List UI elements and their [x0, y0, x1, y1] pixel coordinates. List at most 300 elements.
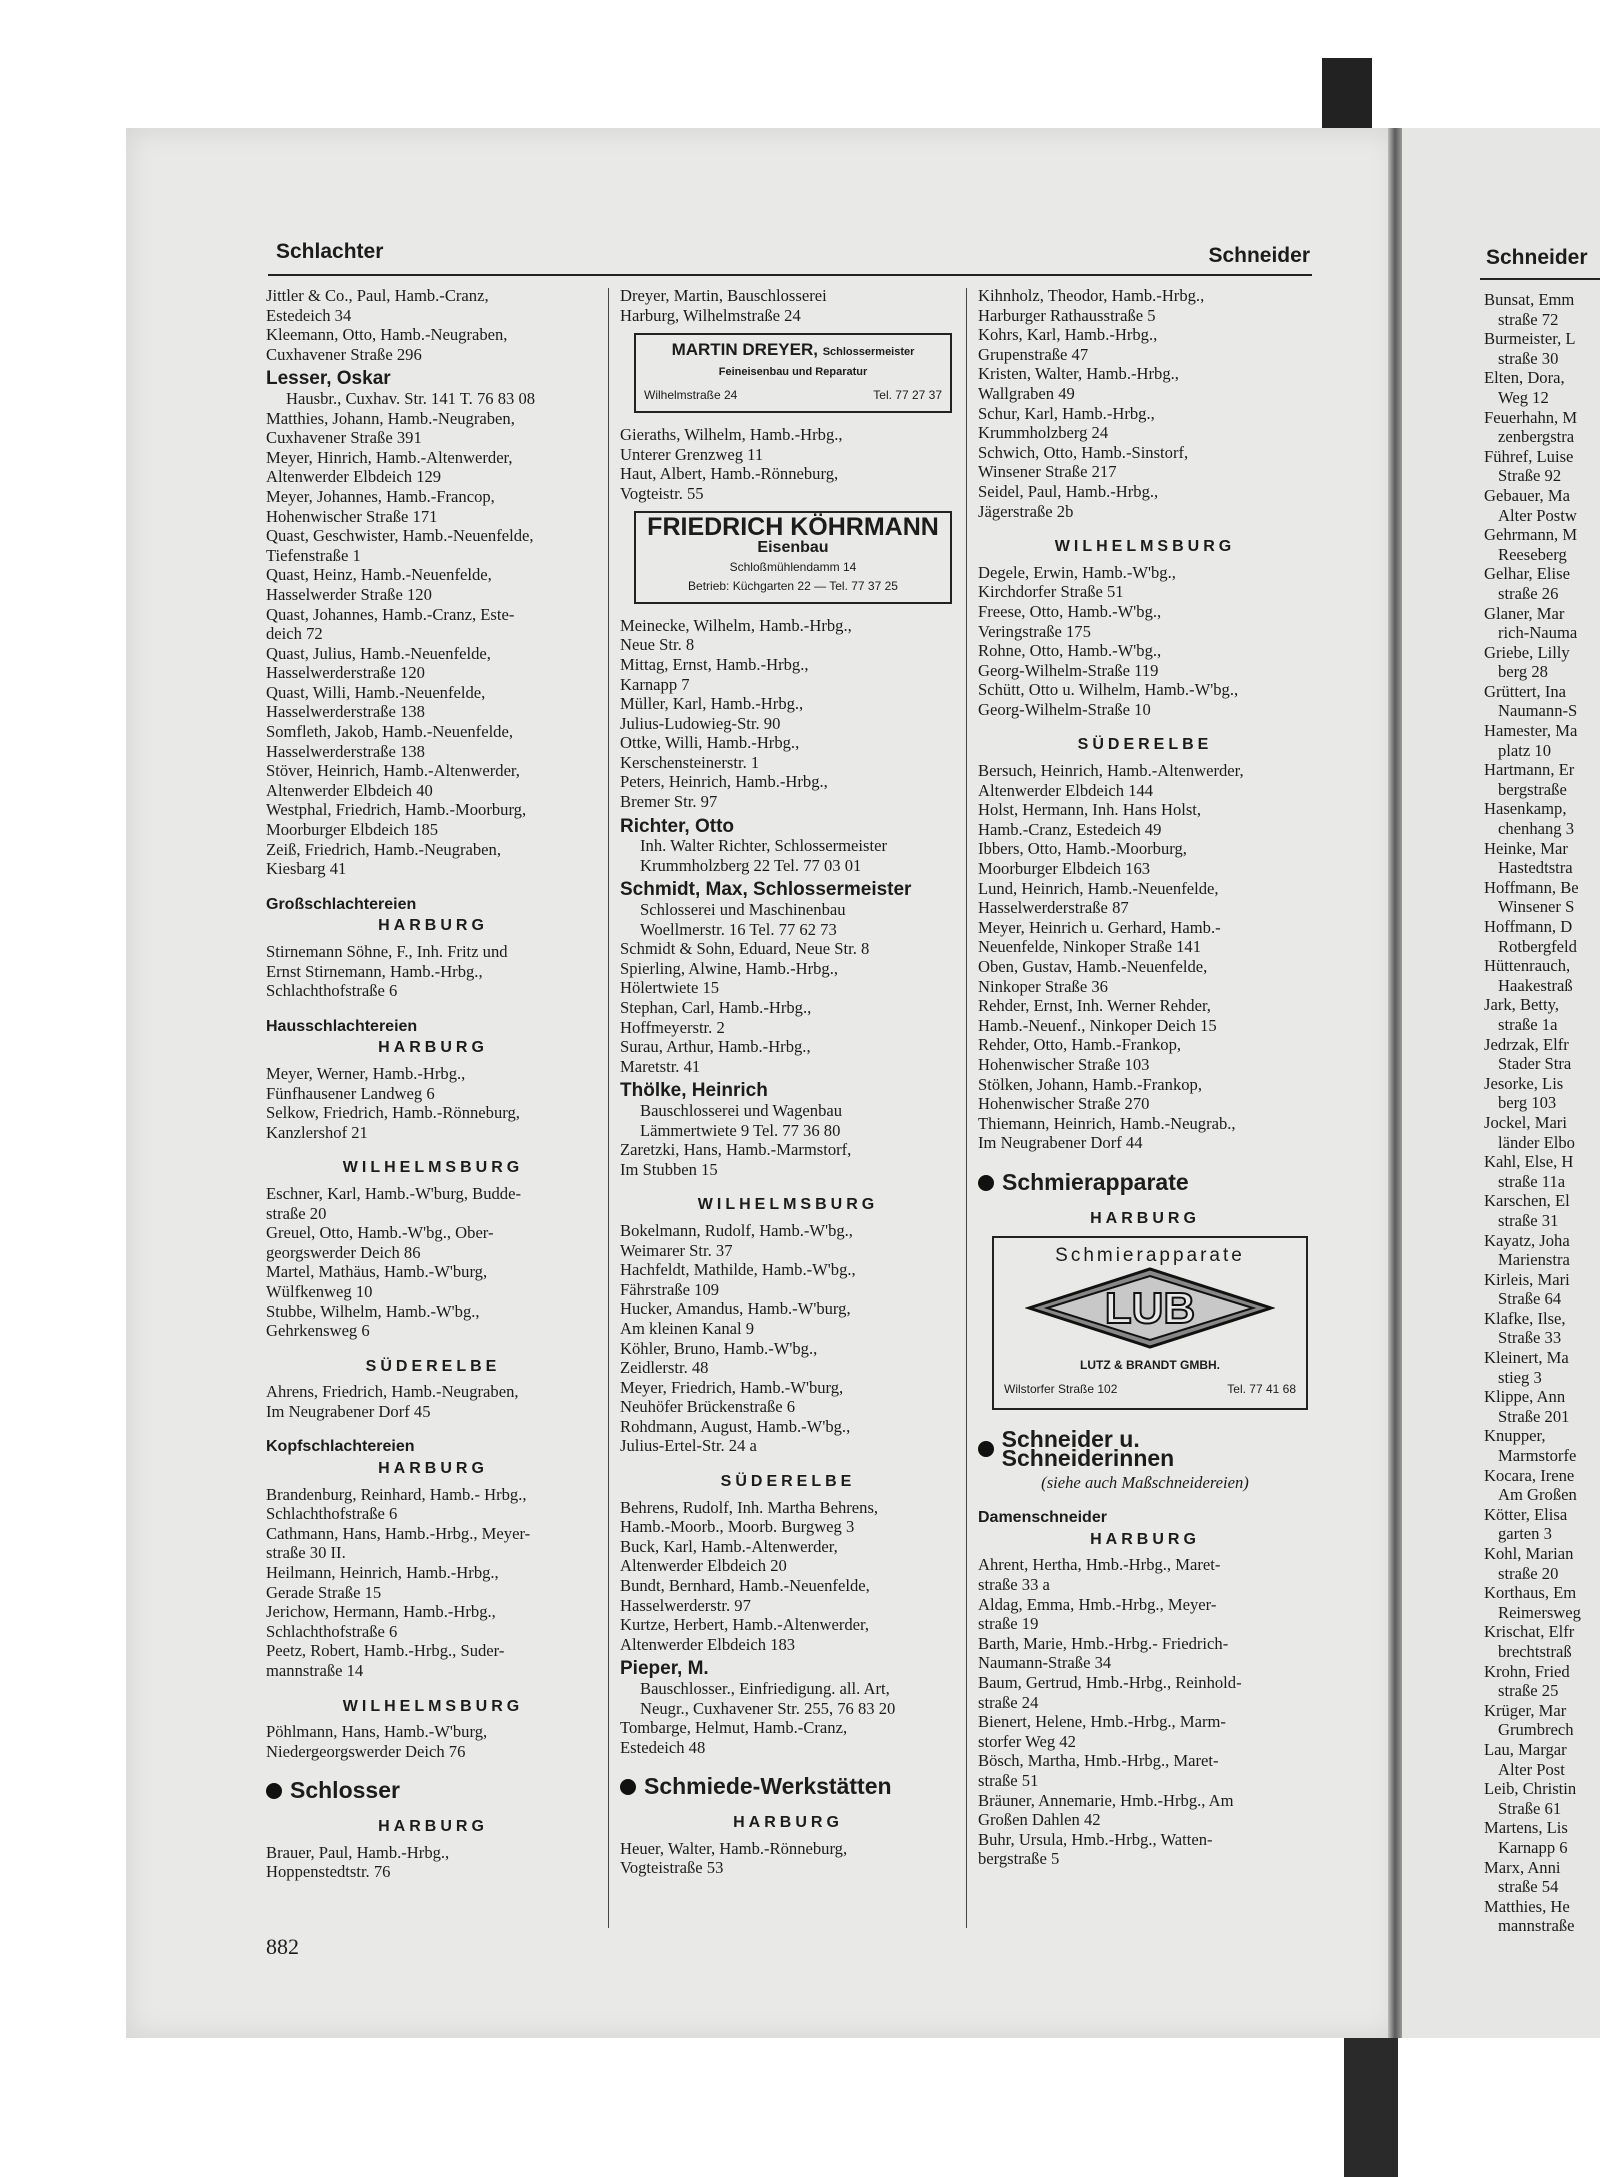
- entry-line: Moorburger Elbdeich 163: [978, 859, 1151, 879]
- directory-entry: [978, 641, 1312, 680]
- entry-line: Brauer, Paul, Hamb.-Hrbg.,: [266, 1842, 450, 1862]
- directory-entry: [978, 1673, 1312, 1712]
- next-page-line: Straße 64: [1498, 1289, 1562, 1309]
- entry-line: Georg-Wilhelm-Straße 10: [978, 699, 1151, 719]
- entry-line: Selkow, Friedrich, Hamb.-Rönneburg,: [266, 1103, 520, 1123]
- entry-line: Neuenfelde, Ninkoper Straße 141: [978, 937, 1202, 957]
- featured-entry-detail: Schlosserei und Maschinenbau: [640, 900, 846, 920]
- subheading: Kopfschlachtereien: [266, 1438, 415, 1456]
- book-gutter: [1388, 128, 1402, 2038]
- directory-entry: [978, 563, 1312, 602]
- entry-line: Heilmann, Heinrich, Hamb.-Hrbg.,: [266, 1563, 499, 1583]
- binder-clip-bottom: [1344, 2030, 1398, 2177]
- featured-entry-detail: Woellmerstr. 16 Tel. 77 62 73: [640, 919, 837, 939]
- entry-line: Estedeich 34: [266, 305, 352, 325]
- directory-entry: [620, 1417, 956, 1456]
- next-page-line: Haakestraß: [1498, 975, 1573, 995]
- entry-line: Altenwerder Elbdeich 40: [266, 780, 433, 800]
- entry-line: Meyer, Johannes, Hamb.-Francop,: [266, 486, 495, 506]
- entry-line: Niedergeorgswerder Deich 76: [266, 1741, 466, 1761]
- directory-entry: [620, 286, 956, 325]
- entry-line: Ottke, Willi, Hamb.-Hrbg.,: [620, 733, 800, 753]
- entry-line: Stirnemann Söhne, F., Inh. Fritz und: [266, 942, 508, 961]
- entry-line: Julius-Ludowieg-Str. 90: [620, 713, 781, 733]
- column-2: [620, 286, 956, 1878]
- section-heading: [266, 1777, 600, 1804]
- entry-line: Hasselwerderstraße 120: [266, 663, 425, 683]
- directory-entry: [978, 800, 1312, 839]
- entry-line: Somfleth, Jakob, Hamb.-Neuenfelde,: [266, 722, 513, 742]
- directory-entry: [266, 1184, 600, 1223]
- next-page-line: Hüttenrauch,: [1484, 956, 1571, 976]
- entry-line: Meyer, Hinrich, Hamb.-Altenwerder,: [266, 447, 513, 467]
- bullet-icon: [978, 1441, 994, 1457]
- directory-entry: [620, 1221, 956, 1260]
- directory-entry: [978, 364, 1312, 403]
- next-page-line: länder Elbo: [1498, 1132, 1575, 1152]
- entry-line: Spierling, Alwine, Hamb.-Hrbg.,: [620, 958, 838, 978]
- section-heading: [620, 1773, 956, 1800]
- directory-entry: [978, 1830, 1312, 1869]
- next-page-line: Reimersweg: [1498, 1602, 1581, 1622]
- bullet-icon: [266, 1783, 282, 1799]
- entry-line: Haut, Albert, Hamb.-Rönneburg,: [620, 464, 839, 484]
- next-page-line: Burmeister, L: [1484, 329, 1576, 349]
- directory-entry: [266, 1302, 600, 1341]
- entry-line: Behrens, Rudolf, Inh. Martha Behrens,: [620, 1497, 879, 1517]
- entry-line: Schmidt & Sohn, Eduard, Neue Str. 8: [620, 939, 870, 959]
- entry-line: Rehder, Otto, Hamb.-Frankop,: [978, 1035, 1182, 1055]
- entry-line: Hoffmeyerstr. 2: [620, 1017, 725, 1037]
- district-heading: SÜDERELBE: [365, 1357, 501, 1375]
- next-page-line: brechtstraß: [1498, 1641, 1572, 1661]
- next-page-line: Kohl, Marian: [1484, 1544, 1574, 1563]
- next-page-line: berg 103: [1498, 1093, 1557, 1113]
- entry-line: Heuer, Walter, Hamb.-Rönneburg,: [620, 1838, 848, 1858]
- directory-entry: [266, 565, 600, 604]
- next-page-line: Jesorke, Lis: [1484, 1073, 1564, 1093]
- entry-line: Tombarge, Helmut, Hamb.-Cranz,: [620, 1718, 848, 1738]
- district-heading: HARBURG: [378, 1817, 488, 1835]
- next-page-rule: [1480, 278, 1600, 280]
- next-page-line: Krohn, Fried: [1484, 1661, 1570, 1681]
- directory-entry: [978, 1555, 1312, 1594]
- next-page-line: garten 3: [1498, 1524, 1552, 1544]
- next-page-line: Jark, Betty,: [1484, 995, 1559, 1015]
- next-page-line: Hasenkamp,: [1484, 799, 1567, 819]
- entry-line: Matthies, Johann, Hamb.-Neugraben,: [266, 408, 515, 428]
- next-page-line: Klafke, Ilse,: [1484, 1308, 1566, 1328]
- next-page-line: Marienstra: [1498, 1250, 1570, 1270]
- entry-line: Jerichow, Hermann, Hamb.-Hrbg.,: [266, 1602, 496, 1622]
- entry-line: Im Stubben 15: [620, 1159, 718, 1179]
- entry-line: Meinecke, Wilhelm, Hamb.-Hrbg.,: [620, 615, 852, 635]
- entry-line: Bösch, Martha, Hmb.-Hrbg., Maret-: [978, 1751, 1219, 1771]
- entry-line: straße 30 II.: [266, 1543, 346, 1563]
- next-page-line: Krischat, Elfr: [1484, 1622, 1575, 1642]
- entry-line: Baum, Gertrud, Hmb.-Hrbg., Reinhold-: [978, 1673, 1242, 1693]
- directory-entry: [620, 1140, 956, 1179]
- entry-line: Hamb.-Cranz, Estedeich 49: [978, 819, 1162, 839]
- next-page-line: Hamester, Ma: [1484, 721, 1578, 741]
- entry-line: Kiesbarg 41: [266, 859, 347, 879]
- directory-entry: [620, 939, 956, 959]
- column-3: [978, 286, 1312, 1869]
- directory-entry: [266, 286, 600, 325]
- entry-line: Ahrent, Hertha, Hmb.-Hrbg., Maret-: [978, 1555, 1221, 1575]
- directory-entry: [978, 404, 1312, 443]
- column-divider: [966, 288, 967, 1928]
- directory-entry: [978, 325, 1312, 364]
- entry-line: Bersuch, Heinrich, Hamb.-Altenwerder,: [978, 761, 1244, 781]
- entry-line: Fährstraße 109: [620, 1279, 720, 1299]
- entry-line: Gieraths, Wilhelm, Hamb.-Hrbg.,: [620, 424, 843, 444]
- entry-line: Hoppenstedtstr. 76: [266, 1862, 391, 1882]
- next-page-line: Klippe, Ann: [1484, 1387, 1566, 1407]
- entry-line: georgswerder Deich 86: [266, 1242, 421, 1262]
- entry-line: Großen Dahlen 42: [978, 1810, 1101, 1830]
- entry-line: Ernst Stirnemann, Hamb.-Hrbg.,: [266, 961, 483, 981]
- entry-line: Bienert, Helene, Hmb.-Hrbg., Marm-: [978, 1712, 1226, 1732]
- entry-line: Moorburger Elbdeich 185: [266, 820, 439, 840]
- entry-line: Kanzlershof 21: [266, 1122, 368, 1142]
- district-heading: SÜDERELBE: [720, 1473, 856, 1491]
- next-page-line: Gelhar, Elise: [1484, 564, 1570, 584]
- entry-line: Julius-Ertel-Str. 24 a: [620, 1436, 757, 1456]
- entry-line: Hohenwischer Straße 103: [978, 1054, 1150, 1074]
- directory-entry: [266, 942, 600, 1001]
- next-page-line: Martens, Lis: [1484, 1818, 1568, 1838]
- next-page-line: Grüttert, Ina: [1484, 681, 1567, 701]
- directory-entry: [978, 1791, 1312, 1830]
- entry-line: Hachfeldt, Mathilde, Hamb.-W'bg.,: [620, 1260, 856, 1280]
- directory-entry: [266, 840, 600, 879]
- entry-line: Harburg, Wilhelmstraße 24: [620, 305, 801, 325]
- entry-line: Stöver, Heinrich, Hamb.-Altenwerder,: [266, 761, 520, 781]
- next-page-line: rich-Nauma: [1498, 623, 1578, 643]
- entry-line: Stubbe, Wilhelm, Hamb.-W'bg.,: [266, 1301, 480, 1321]
- next-page-line: Reeseberg: [1498, 544, 1567, 564]
- entry-line: deich 72: [266, 624, 323, 644]
- next-page-line: bergstraße: [1498, 779, 1567, 799]
- entry-line: Meyer, Friedrich, Hamb.-W'burg,: [620, 1377, 844, 1397]
- district-heading: HARBURG: [378, 917, 488, 935]
- next-page-line: Hoffmann, Be: [1484, 877, 1579, 897]
- next-page-line: straße 31: [1498, 1210, 1559, 1230]
- advertisement-dreyer: [634, 333, 952, 413]
- entry-line: straße 33 a: [978, 1575, 1050, 1595]
- directory-entry: [978, 1595, 1312, 1634]
- directory-entry: [978, 286, 1312, 325]
- next-page-line: Griebe, Lilly: [1484, 642, 1570, 662]
- district-heading: HARBURG: [378, 1039, 488, 1057]
- directory-entry: [266, 722, 600, 761]
- entry-line: Seidel, Paul, Hamb.-Hrbg.,: [978, 481, 1159, 501]
- entry-line: Hölertwiete 15: [620, 978, 720, 998]
- next-page-line: Straße 92: [1498, 466, 1562, 486]
- entry-line: Holst, Hermann, Inh. Hans Holst,: [978, 800, 1202, 820]
- directory-entry: [978, 443, 1312, 482]
- next-page-line: Gehrmann, M: [1484, 525, 1578, 545]
- entry-line: Quast, Julius, Hamb.-Neuenfelde,: [266, 643, 491, 663]
- directory-entry: [978, 1075, 1312, 1114]
- featured-entry-name: Richter, Otto: [620, 815, 735, 837]
- next-page-line: zenbergstra: [1498, 427, 1575, 447]
- column-divider: [608, 288, 609, 1928]
- next-page-line: Krüger, Mar: [1484, 1700, 1567, 1720]
- cross-reference: (siehe auch Maßschneidereien): [1041, 1472, 1249, 1492]
- ad-trade: Schlossermeister: [822, 346, 915, 359]
- entry-line: Greuel, Otto, Hamb.-W'bg., Ober-: [266, 1223, 494, 1243]
- directory-entry: [978, 761, 1312, 800]
- section-title: Schneider u. Schneiderinnen: [1001, 1425, 1175, 1472]
- logo-text: LUB: [1104, 1283, 1196, 1333]
- next-page-line: Winsener S: [1498, 897, 1575, 917]
- section-heading: [978, 1168, 1312, 1195]
- directory-entry: [266, 1641, 600, 1680]
- directory-entry: [266, 1382, 600, 1421]
- entry-line: Wülfkenweg 10: [266, 1281, 373, 1301]
- entry-line: Eschner, Karl, Hamb.-W'burg, Budde-: [266, 1183, 521, 1203]
- entry-line: Peetz, Robert, Hamb.-Hrbg., Suder-: [266, 1641, 505, 1661]
- next-page-line: straße 25: [1498, 1681, 1559, 1701]
- featured-entry-detail: Inh. Walter Richter, Schlossermeister: [640, 836, 887, 856]
- next-page-header: Schneider: [1486, 246, 1588, 269]
- entry-line: Hasselwerderstr. 97: [620, 1595, 751, 1615]
- next-page-line: Rotbergfeld: [1498, 936, 1577, 956]
- ad-subtitle: Eisenbau: [757, 538, 829, 556]
- bullet-icon: [978, 1175, 994, 1191]
- next-page-line: Jockel, Mari: [1484, 1112, 1567, 1132]
- next-page-line: Marx, Anni: [1484, 1857, 1561, 1877]
- subheading: Damenschneider: [978, 1509, 1107, 1527]
- ad-title: Schmierapparate: [1055, 1245, 1245, 1267]
- directory-entry: [620, 772, 956, 811]
- entry-line: straße 24: [978, 1692, 1039, 1712]
- directory-entry: [266, 1064, 600, 1103]
- entry-line: Zeidlerstr. 48: [620, 1358, 709, 1378]
- entry-line: Kristen, Walter, Hamb.-Hrbg.,: [978, 364, 1179, 384]
- next-page-line: stieg 3: [1498, 1367, 1542, 1387]
- entry-line: Rohdmann, August, Hamb.-W'bg.,: [620, 1416, 851, 1436]
- entry-line: Karnapp 7: [620, 674, 690, 694]
- entry-line: Zeiß, Friedrich, Hamb.-Neugraben,: [266, 839, 501, 859]
- district-heading: WILHELMSBURG: [342, 1697, 524, 1715]
- entry-line: Weimarer Str. 37: [620, 1240, 733, 1260]
- entry-line: Freese, Otto, Hamb.-W'bg.,: [978, 601, 1162, 621]
- running-header-left: Schlachter: [276, 240, 384, 263]
- entry-line: Tiefenstraße 1: [266, 545, 361, 565]
- next-page-line: Karschen, El: [1484, 1191, 1570, 1211]
- next-page-line: Führef, Luise: [1484, 446, 1574, 466]
- subheading: Großschlachtereien: [266, 895, 417, 913]
- ad-subtitle: Feineisenbau und Reparatur: [718, 365, 868, 378]
- directory-entry: [620, 1299, 956, 1338]
- entry-line: Kihnholz, Theodor, Hamb.-Hrbg.,: [978, 286, 1205, 305]
- next-page-line: Stader Stra: [1498, 1054, 1572, 1074]
- entry-line: Altenwerder Elbdeich 144: [978, 780, 1154, 800]
- entry-line: Schlachthofstraße 6: [266, 981, 398, 1001]
- running-header-right: Schneider: [1208, 244, 1310, 267]
- featured-entry-name: Pieper, M.: [620, 1658, 709, 1680]
- next-page-line: Kahl, Else, H: [1484, 1152, 1574, 1172]
- entry-line: storfer Weg 42: [978, 1731, 1076, 1751]
- entry-line: Rehder, Ernst, Inh. Werner Rehder,: [978, 996, 1211, 1016]
- featured-entry-name: Lesser, Oskar: [266, 368, 391, 390]
- next-page-line: Kleinert, Ma: [1484, 1348, 1569, 1368]
- featured-entry-name: Thölke, Heinrich: [620, 1080, 768, 1102]
- ad-name: FRIEDRICH KÖHRMANN: [647, 513, 939, 542]
- ad-company: LUTZ & BRANDT GMBH.: [1080, 1358, 1220, 1373]
- directory-entry: [978, 918, 1312, 957]
- district-heading: HARBURG: [378, 1460, 488, 1478]
- entry-line: Wallgraben 49: [978, 383, 1075, 403]
- lub-logo-icon: [1025, 1266, 1275, 1350]
- directory-entry: [978, 996, 1312, 1035]
- entry-line: Harburger Rathausstraße 5: [978, 305, 1156, 325]
- directory-entry: [620, 616, 956, 655]
- entry-line: Thiemann, Heinrich, Hamb.-Neugrab.,: [978, 1113, 1236, 1133]
- directory-entry: [978, 839, 1312, 878]
- featured-entry-detail: Bauschlosser., Einfriedigung. all. Art,: [640, 1679, 890, 1698]
- directory-entry: [266, 1602, 600, 1641]
- entry-line: Barth, Marie, Hmb.-Hrbg.- Friedrich-: [978, 1633, 1229, 1653]
- next-page-line: Glaner, Mar: [1484, 603, 1565, 623]
- section-title: Schmiede-Werkstätten: [644, 1773, 892, 1800]
- ad-name: MARTIN DREYER,: [671, 340, 818, 360]
- next-page-line: chenhang 3: [1498, 819, 1575, 839]
- next-page-line: Alter Post: [1498, 1759, 1565, 1779]
- directory-entry: [978, 1634, 1312, 1673]
- directory-entry: [620, 425, 956, 464]
- entry-line: Quast, Geschwister, Hamb.-Neuenfelde,: [266, 526, 534, 546]
- directory-entry: [620, 464, 956, 503]
- entry-line: Estedeich 48: [620, 1737, 706, 1757]
- entry-line: Surau, Arthur, Hamb.-Hrbg.,: [620, 1037, 811, 1057]
- bullet-icon: [620, 1779, 636, 1795]
- entry-line: Martel, Mathäus, Hamb.-W'burg,: [266, 1262, 488, 1282]
- entry-line: Schur, Karl, Hamb.-Hrbg.,: [978, 403, 1155, 423]
- directory-entry: [266, 1563, 600, 1602]
- entry-line: Ninkoper Straße 36: [978, 976, 1108, 996]
- next-page-line: Grumbrech: [1498, 1720, 1574, 1740]
- entry-line: Hasselwerderstraße 138: [266, 741, 425, 761]
- next-page-line: mannstraße: [1498, 1916, 1575, 1936]
- featured-entry-name: Schmidt, Max, Schlossermeister: [620, 879, 912, 901]
- directory-entry: [266, 683, 600, 722]
- directory-entry: [620, 733, 956, 772]
- entry-line: Veringstraße 175: [978, 621, 1091, 641]
- entry-line: Kleemann, Otto, Hamb.-Neugraben,: [266, 325, 508, 345]
- entry-line: Vogteistr. 55: [620, 483, 704, 503]
- entry-line: Bremer Str. 97: [620, 792, 718, 812]
- next-page-line: Straße 201: [1498, 1406, 1570, 1426]
- next-page-line: Gebauer, Ma: [1484, 485, 1570, 505]
- header-rule: [268, 274, 1312, 276]
- district-heading: HARBURG: [733, 1813, 843, 1831]
- next-page-line: Straße 61: [1498, 1798, 1562, 1818]
- directory-entry: [978, 957, 1312, 996]
- entry-line: Altenwerder Elbdeich 183: [620, 1634, 796, 1654]
- entry-line: Gerade Straße 15: [266, 1582, 382, 1602]
- entry-line: Hasselwerderstraße 138: [266, 702, 425, 722]
- entry-line: Hamb.-Neuenf., Ninkoper Deich 15: [978, 1015, 1217, 1035]
- entry-line: Im Neugrabener Dorf 45: [266, 1401, 431, 1421]
- directory-entry: [620, 1576, 956, 1615]
- district-heading: HARBURG: [1090, 1209, 1200, 1227]
- section-heading: [978, 1425, 1312, 1472]
- entry-line: Cathmann, Hans, Hamb.-Hrbg., Meyer-: [266, 1523, 531, 1543]
- featured-entry-detail: Krummholzberg 22 Tel. 77 03 01: [640, 855, 862, 875]
- next-page-line: Lau, Margar: [1484, 1739, 1567, 1759]
- next-page-line: straße 54: [1498, 1877, 1559, 1897]
- entry-line: Lund, Heinrich, Hamb.-Neuenfelde,: [978, 878, 1219, 898]
- directory-entry: [266, 409, 600, 448]
- next-page-line: Am Großen: [1498, 1485, 1577, 1505]
- directory-entry: [266, 800, 600, 839]
- entry-line: Zaretzki, Hans, Hamb.-Marmstorf,: [620, 1140, 852, 1160]
- next-page-line: Jedrzak, Elfr: [1484, 1034, 1569, 1054]
- district-heading: WILHELMSBURG: [697, 1196, 879, 1214]
- entry-line: straße 51: [978, 1771, 1039, 1790]
- entry-line: Hucker, Amandus, Hamb.-W'burg,: [620, 1299, 851, 1319]
- next-page-line: Hoffmann, D: [1484, 917, 1573, 936]
- entry-line: Georg-Wilhelm-Straße 119: [978, 660, 1159, 680]
- entry-line: Krummholzberg 24: [978, 423, 1109, 443]
- directory-entry: [620, 1498, 956, 1537]
- directory-entry: [620, 1378, 956, 1417]
- entry-line: Dreyer, Martin, Bauschlosserei: [620, 286, 827, 305]
- directory-entry: [978, 680, 1312, 719]
- next-page-line: Bunsat, Emm: [1484, 290, 1575, 309]
- entry-line: Unterer Grenzweg 11: [620, 444, 764, 464]
- advertisement-lub: [992, 1236, 1308, 1409]
- section-title: Schmierapparate: [1002, 1168, 1189, 1195]
- featured-entry-detail: Lämmertwiete 9 Tel. 77 36 80: [640, 1120, 841, 1140]
- entry-line: Pöhlmann, Hans, Hamb.-W'burg,: [266, 1722, 488, 1742]
- section-title: Schlosser: [290, 1777, 400, 1804]
- entry-line: Brandenburg, Reinhard, Hamb.- Hrbg.,: [266, 1484, 527, 1504]
- entry-line: Hamb.-Moorb., Moorb. Burgweg 3: [620, 1517, 855, 1537]
- next-page-line: straße 72: [1498, 309, 1559, 329]
- entry-line: Quast, Willi, Hamb.-Neuenfelde,: [266, 682, 486, 702]
- entry-line: Meyer, Heinrich u. Gerhard, Hamb.-: [978, 917, 1221, 937]
- featured-entry-detail: Bauschlosserei und Wagenbau: [640, 1100, 843, 1120]
- next-page-line: Kocara, Irene: [1484, 1465, 1575, 1485]
- next-page-line: Naumann-S: [1498, 701, 1578, 721]
- entry-line: Bokelmann, Rudolf, Hamb.-W'bg.,: [620, 1220, 853, 1240]
- ad-address: Wilstorfer Straße 102: [1004, 1381, 1118, 1396]
- next-page-line: Feuerhahn, M: [1484, 407, 1578, 427]
- entry-line: Kohrs, Karl, Hamb.-Hrbg.,: [978, 325, 1158, 345]
- next-page-line: Hastedtstra: [1498, 858, 1573, 878]
- entry-line: Im Neugrabener Dorf 44: [978, 1133, 1143, 1153]
- next-page-line: Hartmann, Er: [1484, 760, 1575, 780]
- next-page-line: platz 10: [1498, 740, 1551, 760]
- entry-line: Köhler, Bruno, Hamb.-W'bg.,: [620, 1338, 818, 1358]
- directory-entry: [266, 325, 600, 364]
- entry-line: Altenwerder Elbdeich 129: [266, 467, 442, 487]
- entry-line: Jägerstraße 2b: [978, 501, 1074, 521]
- next-page-line: Karnapp 6: [1498, 1837, 1568, 1857]
- directory-entry: [978, 602, 1312, 641]
- directory-entry: [266, 644, 600, 683]
- next-page-line: straße 20: [1498, 1563, 1559, 1583]
- entry-line: Winsener Straße 217: [978, 462, 1117, 482]
- directory-entry: [978, 1114, 1312, 1153]
- entry-line: Degele, Erwin, Hamb.-W'bg.,: [978, 562, 1176, 582]
- directory-entry: [266, 487, 600, 526]
